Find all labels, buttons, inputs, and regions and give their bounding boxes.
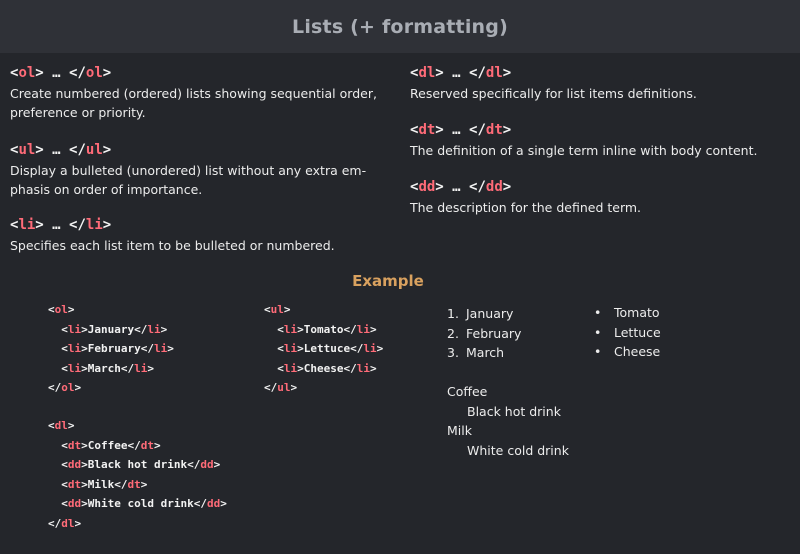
- code-line: <dd>White cold drink</dd>: [61, 497, 227, 510]
- code-text: January: [87, 322, 135, 336]
- code-text: Black hot drink: [87, 458, 188, 471]
- code-line: <li>Cheese</li>: [277, 361, 377, 375]
- ol-code-sample: [48, 300, 174, 398]
- code-text: Tomato: [303, 322, 344, 336]
- dl-definition: White cold drink: [467, 442, 569, 458]
- code-line: </dl>: [48, 516, 82, 530]
- tag-name: dd: [418, 179, 436, 195]
- code-text: March: [87, 361, 121, 375]
- dl-definition: Black hot drink: [467, 403, 561, 419]
- code-tag: dl: [61, 516, 75, 530]
- code-tag: ul: [270, 303, 284, 316]
- code-line: <li>February</li>: [61, 342, 174, 355]
- code-tag: dd: [67, 497, 82, 510]
- description-line: phasis on order of importance.: [10, 182, 203, 197]
- code-tag: ol: [61, 381, 75, 394]
- code-tag: li: [153, 342, 168, 355]
- code-tag: li: [67, 342, 82, 355]
- dl-term: Milk: [447, 423, 472, 438]
- code-tag: dt: [67, 477, 82, 491]
- ellipsis: …: [452, 65, 461, 81]
- ol-item-text: January: [466, 306, 514, 321]
- code-line: </ul>: [264, 381, 298, 394]
- rendered-unordered-list: [594, 303, 661, 362]
- code-line: <ol>: [48, 303, 75, 316]
- description-line: The description for the defined term.: [410, 200, 642, 215]
- ul-code-sample: [264, 300, 383, 398]
- code-line: <li>March</li>: [61, 361, 154, 375]
- code-line: <ul>: [264, 303, 291, 316]
- code-tag: dt: [127, 477, 141, 491]
- code-text: Milk: [87, 477, 115, 491]
- code-tag: dd: [67, 458, 82, 471]
- tag-description: [410, 198, 780, 217]
- tag-entry-dl: [410, 64, 780, 103]
- code-line: <dl>: [48, 419, 75, 432]
- code-tag: li: [147, 322, 161, 336]
- description-line: Reserved specifically for list items definitions.: [410, 86, 697, 101]
- tag-name: ol: [18, 65, 36, 81]
- tag-description: [10, 84, 380, 122]
- rendered-ordered-list: [447, 304, 521, 363]
- code-line: <li>January</li>: [61, 322, 168, 336]
- code-line: <dd>Black hot drink</dd>: [61, 458, 221, 471]
- tag-name: ul: [85, 142, 103, 158]
- code-tag: li: [283, 322, 298, 336]
- ol-item-text: March: [466, 345, 505, 360]
- ellipsis: …: [452, 179, 461, 195]
- bullet-icon: •: [594, 305, 602, 320]
- tag-entry-ul: [10, 141, 380, 199]
- tag-name: dt: [485, 122, 503, 138]
- code-line: <li>Tomato</li>: [277, 322, 377, 336]
- ul-item: [594, 342, 661, 362]
- tag-description: [10, 161, 380, 199]
- code-tag: dl: [54, 419, 68, 432]
- tag-entry-ol: [10, 64, 380, 122]
- ol-item: [447, 343, 521, 363]
- ellipsis: …: [52, 217, 61, 233]
- tag-syntax: <dd> … </dd>: [410, 179, 512, 195]
- description-line: preference or priority.: [10, 105, 146, 120]
- code-tag: dt: [140, 438, 154, 452]
- tag-name: ul: [18, 142, 36, 158]
- ol-item: [447, 304, 521, 324]
- code-line: <dt>Milk</dt>: [61, 477, 148, 491]
- ul-item: [594, 303, 661, 323]
- tag-name: dl: [485, 65, 503, 81]
- tag-entry-li: [10, 216, 380, 255]
- ol-item-text: February: [466, 325, 522, 341]
- ol-number: 1.: [447, 306, 459, 321]
- tag-syntax: <li> … </li>: [10, 217, 112, 233]
- code-tag: ul: [277, 381, 291, 394]
- ol-item: [447, 324, 521, 344]
- code-text: Cheese: [303, 361, 344, 375]
- ellipsis: …: [452, 122, 461, 138]
- code-tag: li: [134, 361, 148, 375]
- tag-entry-dd: [410, 178, 780, 217]
- ellipsis: …: [52, 142, 61, 158]
- code-tag: li: [283, 342, 298, 355]
- dl-code-sample: [48, 416, 227, 533]
- bullet-icon: •: [594, 324, 602, 340]
- ellipsis: …: [52, 65, 61, 81]
- code-text: White cold drink: [87, 497, 194, 510]
- description-line: Display a bulleted (unordered) list without any extra em-: [10, 163, 367, 178]
- tag-description: [410, 84, 780, 103]
- code-tag: li: [67, 322, 82, 336]
- ol-number: 3.: [447, 345, 459, 360]
- tag-name: li: [18, 217, 36, 233]
- bullet-icon: •: [594, 344, 602, 359]
- code-text: Coffee: [87, 438, 128, 452]
- description-line: The definition of a single term inline with body content.: [410, 143, 758, 158]
- code-tag: li: [283, 361, 298, 375]
- code-tag: li: [356, 361, 370, 375]
- code-tag: li: [356, 322, 370, 336]
- code-tag: dt: [67, 438, 82, 452]
- description-line: Specifies each list item to be bulleted or numbered.: [10, 238, 335, 253]
- tag-name: dt: [418, 122, 436, 138]
- tag-syntax: <ul> … </ul>: [10, 142, 112, 158]
- code-tag: ol: [54, 303, 68, 316]
- tag-syntax: <dl> … </dl>: [410, 65, 512, 81]
- description-line: Create numbered (ordered) lists showing sequential order,: [10, 86, 377, 101]
- code-text: Lettuce: [303, 342, 351, 355]
- ul-item-text: Tomato: [614, 305, 660, 320]
- ol-number: 2.: [447, 325, 459, 341]
- code-tag: dd: [200, 458, 214, 471]
- example-heading: Example: [352, 272, 424, 290]
- tag-name: ol: [85, 65, 103, 81]
- tag-syntax: <dt> … </dt>: [410, 122, 512, 138]
- page-title: Lists (+ formatting): [292, 15, 508, 38]
- tag-name: li: [85, 217, 103, 233]
- ul-item-text: Lettuce: [614, 324, 661, 340]
- code-line: </ol>: [48, 381, 82, 394]
- ul-item-text: Cheese: [614, 344, 661, 359]
- code-line: <dt>Coffee</dt>: [61, 438, 161, 452]
- ul-item: [594, 323, 661, 343]
- tag-description: [410, 141, 780, 160]
- tag-entry-dt: [410, 121, 780, 160]
- code-tag: dd: [206, 497, 221, 510]
- rendered-definition-list: [447, 382, 569, 460]
- tag-description: [10, 236, 380, 255]
- tag-name: dl: [418, 65, 436, 81]
- tag-syntax: <ol> … </ol>: [10, 65, 112, 81]
- code-text: February: [87, 342, 141, 355]
- code-tag: li: [67, 361, 82, 375]
- dl-term: Coffee: [447, 384, 488, 399]
- code-tag: li: [363, 342, 377, 355]
- code-line: <li>Lettuce</li>: [277, 342, 384, 355]
- tag-name: dd: [485, 179, 503, 195]
- title-bar: [0, 0, 800, 53]
